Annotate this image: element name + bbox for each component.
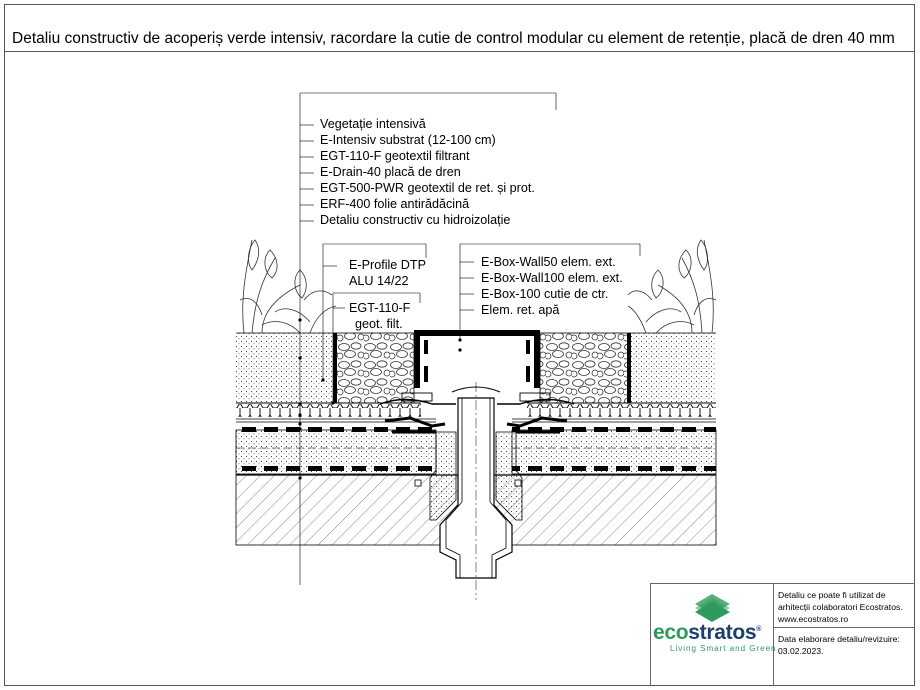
title-block-date: 03.02.2023. <box>778 646 824 656</box>
label-root-barrier: ERF-400 folie antirădăcină <box>320 197 470 211</box>
label-box-wall50: E-Box-Wall50 elem. ext. <box>481 255 616 269</box>
label-box-wall100: E-Box-Wall100 elem. ext. <box>481 271 623 285</box>
substrate-layer <box>236 333 716 403</box>
label-vegetation: Vegetație intensivă <box>320 117 426 131</box>
label-waterproofing-detail: Detaliu constructiv cu hidroizolație <box>320 213 511 227</box>
label-filter-geotextile: EGT-110-F geotextil filtrant <box>320 149 470 163</box>
label-geotextile-line2: geot. filt. <box>355 317 403 331</box>
logo-tagline: Living Smart and Green <box>670 644 777 653</box>
gravel-strip <box>336 333 628 403</box>
label-profile-line1: E-Profile DTP <box>349 258 426 272</box>
ecostratos-logo-wordmark <box>653 621 761 645</box>
label-control-box: E-Box-100 cutie de ctr. <box>481 287 609 301</box>
label-substrate: E-Intensiv substrat (12-100 cm) <box>320 133 496 147</box>
logo-registered: ® <box>756 626 762 633</box>
label-retention-element: Elem. ret. apă <box>481 303 560 317</box>
label-profile-line2: ALU 14/22 <box>349 274 409 288</box>
drawing-title: Detaliu constructiv de acoperiș verde intensiv, racordare la cutie de control modular cu element de retenție, placă de dren 40 mm <box>12 30 895 47</box>
label-drain-plate: E-Drain-40 placă de dren <box>320 165 461 179</box>
title-block-divider <box>773 583 774 686</box>
logo-eco: eco <box>653 621 689 644</box>
title-block-row-divider <box>773 627 915 628</box>
title-block-note-1: Detaliu ce poate fi utilizat de <box>778 590 886 600</box>
plants-left <box>240 240 336 333</box>
drain-pipe <box>415 382 522 600</box>
ecostratos-logo-icon <box>690 594 740 622</box>
label-geotextile-line1: EGT-110-F <box>349 301 411 315</box>
title-block-date-label: Data elaborare detaliu/revizuire: <box>778 634 900 644</box>
title-block-note-2: arhitecții colaboratori Ecostratos. <box>778 602 903 612</box>
plants-right <box>628 240 716 333</box>
title-block-website[interactable]: www.ecostratos.ro <box>778 614 849 624</box>
label-protection-geotextile: EGT-500-PWR geotextil de ret. și prot. <box>320 181 535 195</box>
logo-stratos: stratos <box>688 621 757 644</box>
